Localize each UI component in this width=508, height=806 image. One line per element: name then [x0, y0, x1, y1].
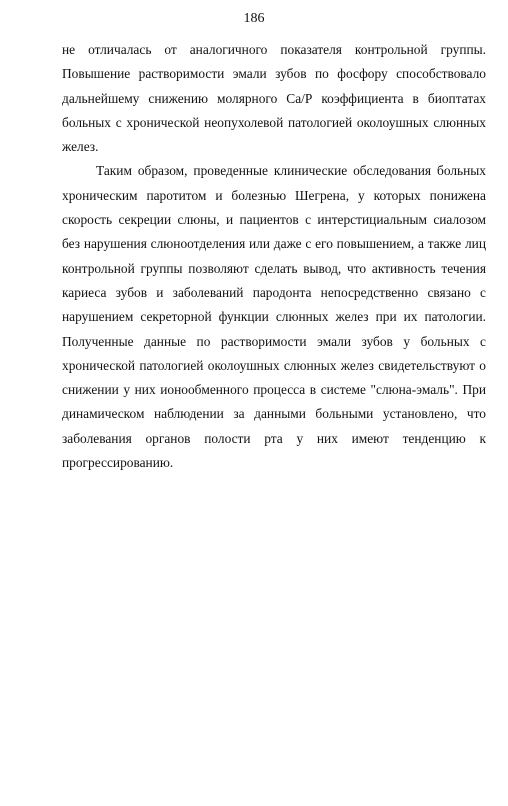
text-line: контрольной группы позволяют сделать вывод, что активность течения [62, 260, 486, 276]
text-line: снижении у них ионообменного процесса в системе "слюна-эмаль". При [62, 382, 486, 398]
text-line: кариеса зубов и заболеваний пародонта непосредственно связано с [62, 284, 486, 300]
text-line: Таким образом, проведенные клинические обследования больных [96, 163, 486, 179]
text-line: прогрессированию. [62, 455, 174, 471]
text-line: дальнейшему снижению молярного Са/Р коэффициента в биоптатах [62, 90, 486, 106]
text-line: Полученные данные по растворимости эмали зубов у больных с [62, 333, 486, 349]
text-line: хроническим паротитом и болезнью Шегрена, у которых понижена [62, 187, 486, 203]
text-line: динамическом наблюдении за данными больными установлено, что [62, 406, 486, 422]
text-line: не отличалась от аналогичного показателя контрольной группы. [62, 42, 486, 57]
paragraph-2 [62, 159, 486, 475]
text-line: Повышение растворимости эмали зубов по фосфору способствовало [62, 66, 486, 82]
body-text [62, 38, 486, 475]
page-number: 186 [243, 11, 265, 26]
text-line: скорость секреции слюны, и пациентов с интерстициальным сиалозом [62, 212, 486, 228]
text-line: хронической патологией околоушных слюнных желез свидетельствуют о [62, 357, 486, 373]
text-line: заболевания органов полости рта у них имеют тенденцию к [62, 430, 486, 446]
paragraph-1 [62, 38, 486, 159]
text-line: без нарушения слюноотделения или даже с его повышением, а также лиц [62, 236, 486, 252]
text-line: нарушением секреторной функции слюнных желез при их патологии. [62, 309, 486, 325]
text-line: желез. [62, 139, 99, 155]
text-line: больных с хронической неопухолевой патологией околоушных слюнных [62, 114, 486, 130]
